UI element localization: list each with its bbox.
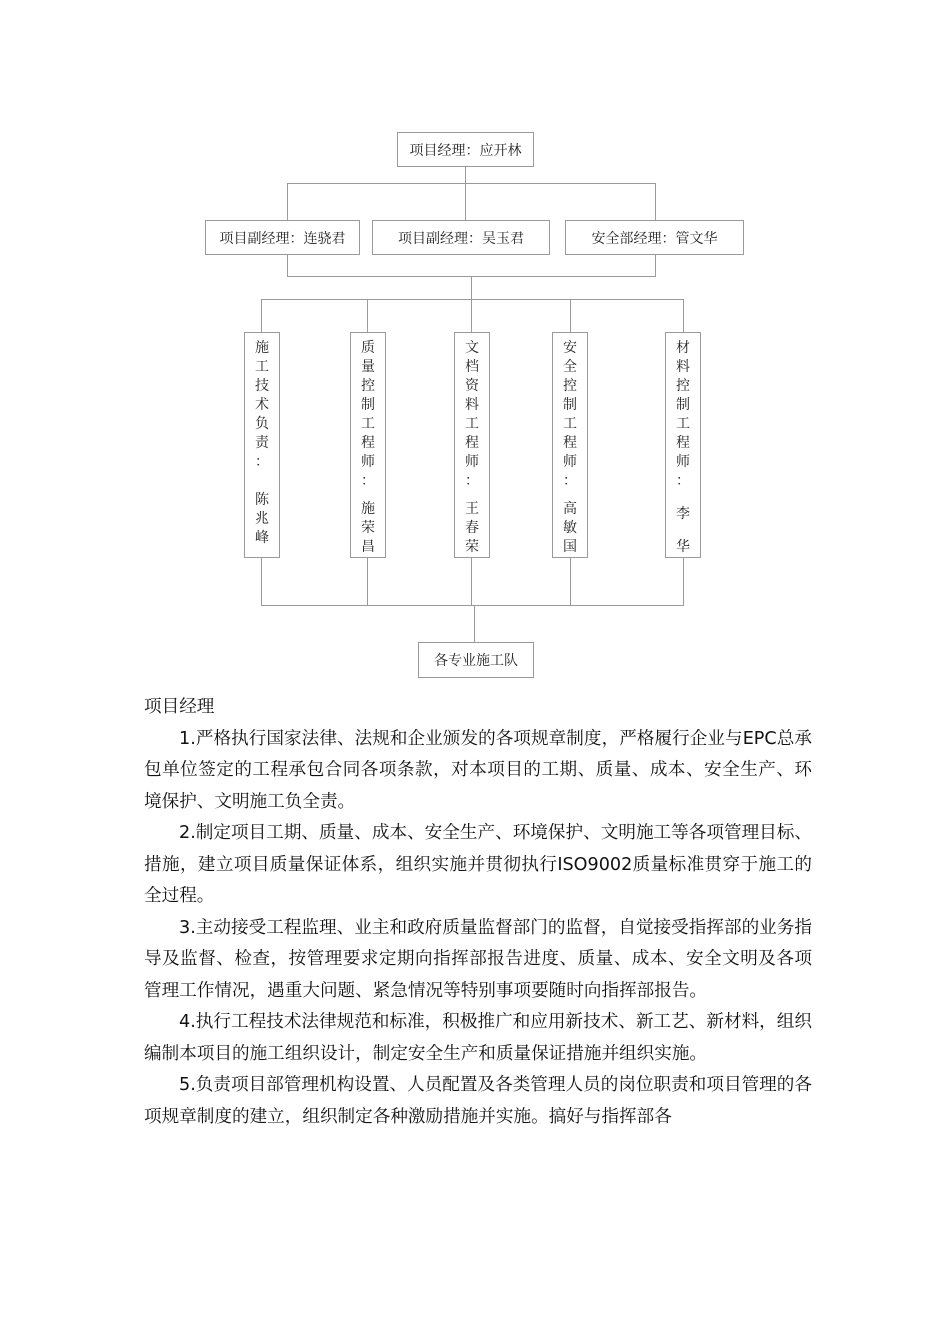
staff-title-char: 量: [361, 359, 375, 375]
connector-line: [287, 255, 288, 276]
staff-title-colon: ：: [361, 473, 375, 489]
staff-title-char: 负: [255, 416, 269, 432]
staff-name-char: 敏: [563, 520, 577, 536]
connector-line: [471, 276, 472, 299]
staff-title-char: 工: [563, 416, 577, 432]
staff-title-char: 师: [563, 454, 577, 470]
paragraph: 3.主动接受工程监理、业主和政府质量监督部门的监督，自觉接受指挥部的业务指导及监督、检查，按管理要求定期向指挥部报告进度、质量、成本、安全文明及各项管理工作情况，遇重大问题、紧急情况等特别事项要随时向指挥部报告。: [144, 917, 812, 1001]
safety-manager-label: 安全部经理：管文华: [591, 230, 718, 247]
staff-title-char: 材: [676, 340, 690, 356]
staff-title-char: 程: [563, 435, 577, 451]
staff-name-char: 施: [361, 501, 375, 517]
staff-box: [350, 332, 386, 558]
construction-teams-label: 各专业施工队: [434, 653, 518, 669]
staff-title-char: 制: [676, 397, 690, 413]
connector-line: [261, 558, 262, 605]
staff-title-char: 技: [255, 378, 269, 394]
staff-title-char: 工: [255, 359, 269, 375]
connector-line: [471, 299, 472, 332]
section-heading: 项目经理: [144, 697, 215, 717]
staff-name-char: 昌: [361, 539, 375, 555]
connector-line: [683, 558, 684, 605]
connector-line: [287, 183, 288, 220]
staff-title-char: 程: [361, 435, 375, 451]
staff-title-char: 档: [465, 359, 479, 375]
connector-line: [683, 299, 684, 332]
staff-name-char: 高: [563, 501, 577, 517]
staff-title-char: 料: [676, 359, 690, 375]
deputy-manager-box: [372, 220, 550, 255]
staff-name-char: 陈: [255, 492, 269, 508]
staff-title-char: 安: [563, 340, 577, 356]
staff-title-char: 控: [563, 378, 577, 394]
staff-name-char: 峰: [255, 530, 269, 546]
project-manager-label: 项目经理：应开林: [409, 142, 522, 159]
connector-line: [471, 558, 472, 605]
staff-title-colon: ：: [676, 473, 690, 489]
connector-line: [261, 299, 684, 300]
staff-title-char: 资: [465, 378, 479, 394]
connector-line: [261, 605, 684, 606]
staff-title-char: 师: [361, 454, 375, 470]
staff-title-char: 程: [465, 435, 479, 451]
staff-title-char: 工: [676, 416, 690, 432]
staff-title-char: 制: [361, 397, 375, 413]
connector-line: [655, 183, 656, 220]
staff-name-char: 荣: [361, 520, 375, 536]
safety-manager-box: [565, 220, 744, 255]
staff-name-char: 荣: [465, 539, 479, 555]
connector-line: [367, 299, 368, 332]
staff-title-char: 责: [255, 435, 269, 451]
connector-line: [465, 183, 466, 220]
staff-title-char: 程: [676, 435, 690, 451]
deputy-manager-label: 项目副经理：连骁君: [219, 230, 346, 247]
connector-line: [287, 183, 655, 184]
staff-box: [244, 332, 280, 558]
staff-title-char: 术: [255, 397, 269, 413]
staff-title-char: 师: [465, 454, 479, 470]
staff-title-char: 控: [361, 378, 375, 394]
staff-title-char: 料: [465, 397, 479, 413]
connector-line: [655, 255, 656, 276]
connector-line: [465, 167, 466, 183]
staff-title-colon: ：: [563, 473, 577, 489]
staff-title-char: 控: [676, 378, 690, 394]
staff-name-char: 王: [465, 501, 479, 517]
construction-teams-box: [418, 642, 534, 678]
staff-title-char: 全: [563, 359, 577, 375]
paragraph: 5.负责项目部管理机构设置、人员配置及各类管理人员的岗位职责和项目管理的各项规章制度的建立，组织制定各种激励措施并实施。搞好与指挥部各: [144, 1075, 812, 1127]
staff-name-char: 李: [676, 506, 690, 522]
document-body: [144, 692, 812, 1133]
paragraph: 4.执行工程技术法律规范和标准，积极推广和应用新技术、新工艺、新材料，组织编制本项目的施工组织设计，制定安全生产和质量保证措施并组织实施。: [144, 1012, 812, 1064]
staff-name-char: 兆: [255, 511, 269, 527]
staff-title-char: 工: [361, 416, 375, 432]
staff-box: [552, 332, 588, 558]
connector-line: [570, 299, 571, 332]
staff-title-char: 制: [563, 397, 577, 413]
staff-name-char: 春: [465, 520, 479, 536]
staff-box: [665, 332, 701, 558]
staff-title-colon: ：: [255, 454, 269, 470]
connector-line: [474, 605, 475, 642]
connector-line: [570, 558, 571, 605]
staff-name-char: 华: [676, 539, 690, 555]
connector-line: [261, 299, 262, 332]
paragraph: 2.制定项目工期、质量、成本、安全生产、环境保护、文明施工等各项管理目标、措施，建立项目质量保证体系，组织实施并贯彻执行ISO9002质量标准贯穿于施工的全过程。: [144, 823, 812, 906]
paragraph: 1.严格执行国家法律、法规和企业颁发的各项规章制度，严格履行企业与EPC总承包单位签定的工程承包合同各项条款，对本项目的工期、质量、成本、安全生产、环境保护、文明施工负全责。: [144, 728, 812, 812]
staff-title-char: 师: [676, 454, 690, 470]
staff-title-char: 质: [361, 340, 375, 356]
connector-line: [367, 558, 368, 605]
staff-title-char: 文: [465, 340, 479, 356]
staff-title-char: 工: [465, 416, 479, 432]
staff-title-colon: ：: [465, 473, 479, 489]
staff-box: [454, 332, 490, 558]
deputy-manager-box: [205, 220, 360, 255]
staff-title-char: 施: [255, 340, 269, 356]
staff-name-char: 国: [563, 539, 577, 555]
project-manager-box: [397, 132, 534, 167]
deputy-manager-label: 项目副经理：吴玉君: [398, 230, 524, 247]
